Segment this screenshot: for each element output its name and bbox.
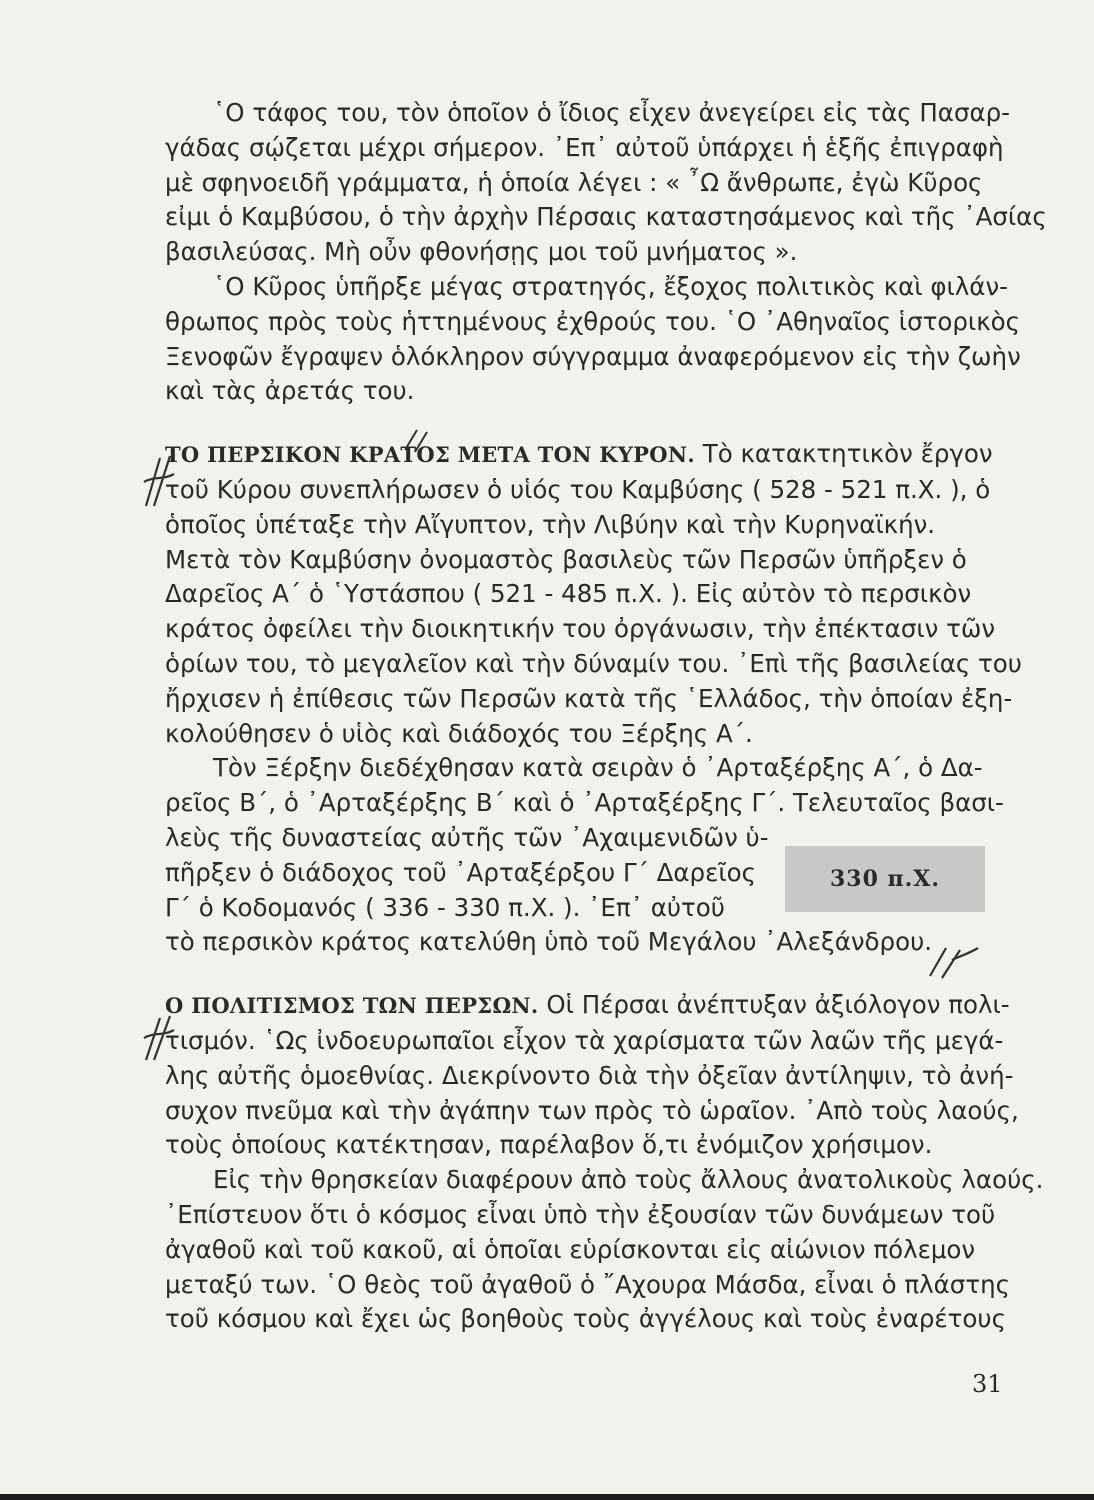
paragraph-5 xyxy=(165,988,1019,1163)
section-gap xyxy=(165,960,995,988)
section-heading-persian-state: ΤΟ ΠΕΡΣΙΚΟΝ ΚΡΑΤΟΣ ΜΕΤΑ ΤΟΝ ΚΥΡΟΝ. xyxy=(165,442,695,468)
text-line: θρωπος πρὸς τοὺς ἡττημένους ἐχθρούς του. ῾Ο ᾿Αθηναῖος ἱστορικὸς xyxy=(165,306,1021,336)
body-text xyxy=(165,96,1047,1337)
paragraph-1 xyxy=(165,96,1047,270)
text-run: Οἱ Πέρσαι ἀνέπτυξαν ἀξιόλογον πολι- xyxy=(538,990,1010,1020)
margin-date-box xyxy=(785,846,985,912)
text-line: γάδας σῴζεται μέχρι σήμερον. ᾿Επ᾿ αὐτοῦ ὑπάρχει ἡ ἑξῆς ἐπιγραφὴ xyxy=(165,132,1004,162)
handwritten-paragraph-mark xyxy=(140,1012,180,1064)
text-line: τισμόν. ῾Ως ἰνδοευρωπαῖοι εἶχον τὰ χαρίσματα τῶν λαῶν τῆς μεγά- xyxy=(165,1025,1004,1055)
margin-date-label: 330 π.Χ. xyxy=(829,866,941,892)
text-line: ῾Ο τάφος του, τὸν ὁποῖον ὁ ἴδιος εἶχεν ἀνεγείρει εἰς τὰς Πασαρ- xyxy=(213,98,1011,127)
text-line: ἀγαθοῦ καὶ τοῦ κακοῦ, αἱ ὁποῖαι εὑρίσκονται εἰς αἰώνιον πόλεμον xyxy=(165,1234,976,1264)
text-line: ρεῖος Β΄, ὁ ᾿Αρταξέρξης Β΄ καὶ ὁ ᾿Αρταξέρξης Γ΄. Τελευταῖος βασι- xyxy=(165,788,1004,818)
text-run: Τὸ κατακτητικὸν ἔργον xyxy=(694,439,993,469)
section-heading-persian-civilization: Ο ΠΟΛΙΤΙΣΜΟΣ ΤΩΝ ΠΕΡΣΩΝ. xyxy=(165,993,539,1019)
text-line: εἰμι ὁ Καμβύσου, ὁ τὴν ἀρχὴν Πέρσαις καταστησάμενος καὶ τῆς ᾿Ασίας xyxy=(165,202,1047,232)
text-line xyxy=(165,988,1010,1024)
text-line: μεταξύ των. ῾Ο θεὸς τοῦ ἀγαθοῦ ὁ ῎Αχουρα Μάσδα, εἶναι ὁ πλάστης xyxy=(165,1269,1010,1299)
text-line: πῆρξεν ὁ διάδοχος τοῦ ᾿Αρταξέρξου Γ΄ Δαρεῖος xyxy=(165,857,756,887)
text-line: Τὸν Ξέρξην διεδέχθησαν κατὰ σειρὰν ὁ ᾿Αρταξέρξης Α΄, ὁ Δα- xyxy=(213,753,983,783)
text-line: λης αὐτῆς ὁμοεθνίας. Διεκρίνοντο διὰ τὴν ὀξεῖαν ἀντίληψιν, τὸ ἀνή- xyxy=(165,1060,1014,1090)
handwritten-paragraph-mark xyxy=(140,452,180,510)
text-line: ῾Ο Κῦρος ὑπῆρξε μέγας στρατηγός, ἔξοχος πολιτικὸς καὶ φιλάν- xyxy=(213,271,1008,301)
text-line: ᾿Επίστευον ὅτι ὁ κόσμος εἶναι ὑπὸ τὴν ἐξουσίαν τῶν δυνάμεων τοῦ xyxy=(165,1199,996,1229)
text-line: κράτος ὀφείλει τὴν διοικητικήν του ὀργάνωσιν, τὴν ἐπέκτασιν τῶν xyxy=(165,614,996,644)
text-line xyxy=(165,437,995,473)
text-line: Μετὰ τὸν Καμβύσην ὀνομαστὸς βασιλεὺς τῶν Περσῶν ὑπῆρξεν ὁ xyxy=(165,544,967,574)
handwritten-slash-mark xyxy=(922,940,982,980)
paragraph-6 xyxy=(165,1163,1044,1337)
text-line: ὁρίων του, τὸ μεγαλεῖον καὶ τὴν δύναμίν του. ᾿Επὶ τῆς βασιλείας του xyxy=(165,648,1022,678)
text-line: τοὺς ὁποίους κατέκτησαν, παρέλαβον ὅ,τι ἐνόμιζον χρήσιμον. xyxy=(165,1130,933,1160)
text-line: τοῦ κόσμου καὶ ἔχει ὡς βοηθοὺς τοὺς ἀγγέλους καὶ τοὺς ἐναρέτους xyxy=(165,1304,1006,1334)
handwritten-slash-mark xyxy=(395,424,435,454)
page-number: 31 xyxy=(972,1370,1003,1398)
text-line: τοῦ Κύρου συνεπλήρωσεν ὁ υἱός του Καμβύσης ( 528 - 521 π.Χ. ), ὁ xyxy=(165,474,991,504)
text-line: συχον πνεῦμα καὶ τὴν ἀγάπην των πρὸς τὸ ὡραῖον. ᾿Απὸ τοὺς λαούς, xyxy=(165,1095,1019,1125)
text-line: λεὺς τῆς δυναστείας αὐτῆς τῶν ᾿Αχαιμενιδῶν ὑ- xyxy=(165,822,769,852)
paragraph-3 xyxy=(165,437,1022,751)
text-line: ἤρχισεν ἡ ἐπίθεσις τῶν Περσῶν κατὰ τῆς ῾Ελλάδος, τὴν ὁποίαν ἐξη- xyxy=(165,683,1013,713)
text-line: βασιλεύσας. Μὴ οὖν φθονήσῃς μοι τοῦ μνήματος ». xyxy=(165,237,798,267)
section-gap xyxy=(165,409,995,437)
text-line: μὲ σφηνοειδῆ γράμματα, ἡ ὁποία λέγει : « ῏Ω ἄνθρωπε, ἐγὼ Κῦρος xyxy=(165,167,983,197)
text-line: Ξενοφῶν ἔγραψεν ὁλόκληρον σύγγραμμα ἀναφερόμενον εἰς τὴν ζωὴν xyxy=(165,341,1021,371)
text-line: Δαρεῖος Α΄ ὁ ῾Υστάσπου ( 521 - 485 π.Χ. ). Εἰς αὐτὸν τὸ περσικὸν xyxy=(165,579,972,609)
scan-bottom-edge xyxy=(0,1494,1094,1500)
text-line: Εἰς τὴν θρησκείαν διαφέρουν ἀπὸ τοὺς ἄλλους ἀνατολικοὺς λαούς. xyxy=(213,1165,1044,1195)
paragraph-2 xyxy=(165,270,1021,409)
text-line: Γ΄ ὁ Κοδομανός ( 336 - 330 π.Χ. ). ᾿Επ᾿ αὐτοῦ xyxy=(165,892,725,922)
text-line: τὸ περσικὸν κράτος κατελύθη ὑπὸ τοῦ Μεγάλου ᾿Αλεξάνδρου. xyxy=(165,927,933,957)
text-line: καὶ τὰς ἀρετάς του. xyxy=(165,376,415,406)
text-line: κολούθησεν ὁ υἱὸς καὶ διάδοχός του Ξέρξης Α΄. xyxy=(165,718,753,748)
text-line: ὁποῖος ὑπέταξε τὴν Αἴγυπτον, τὴν Λιβύην καὶ τὴν Κυρηναϊκήν. xyxy=(165,509,936,539)
